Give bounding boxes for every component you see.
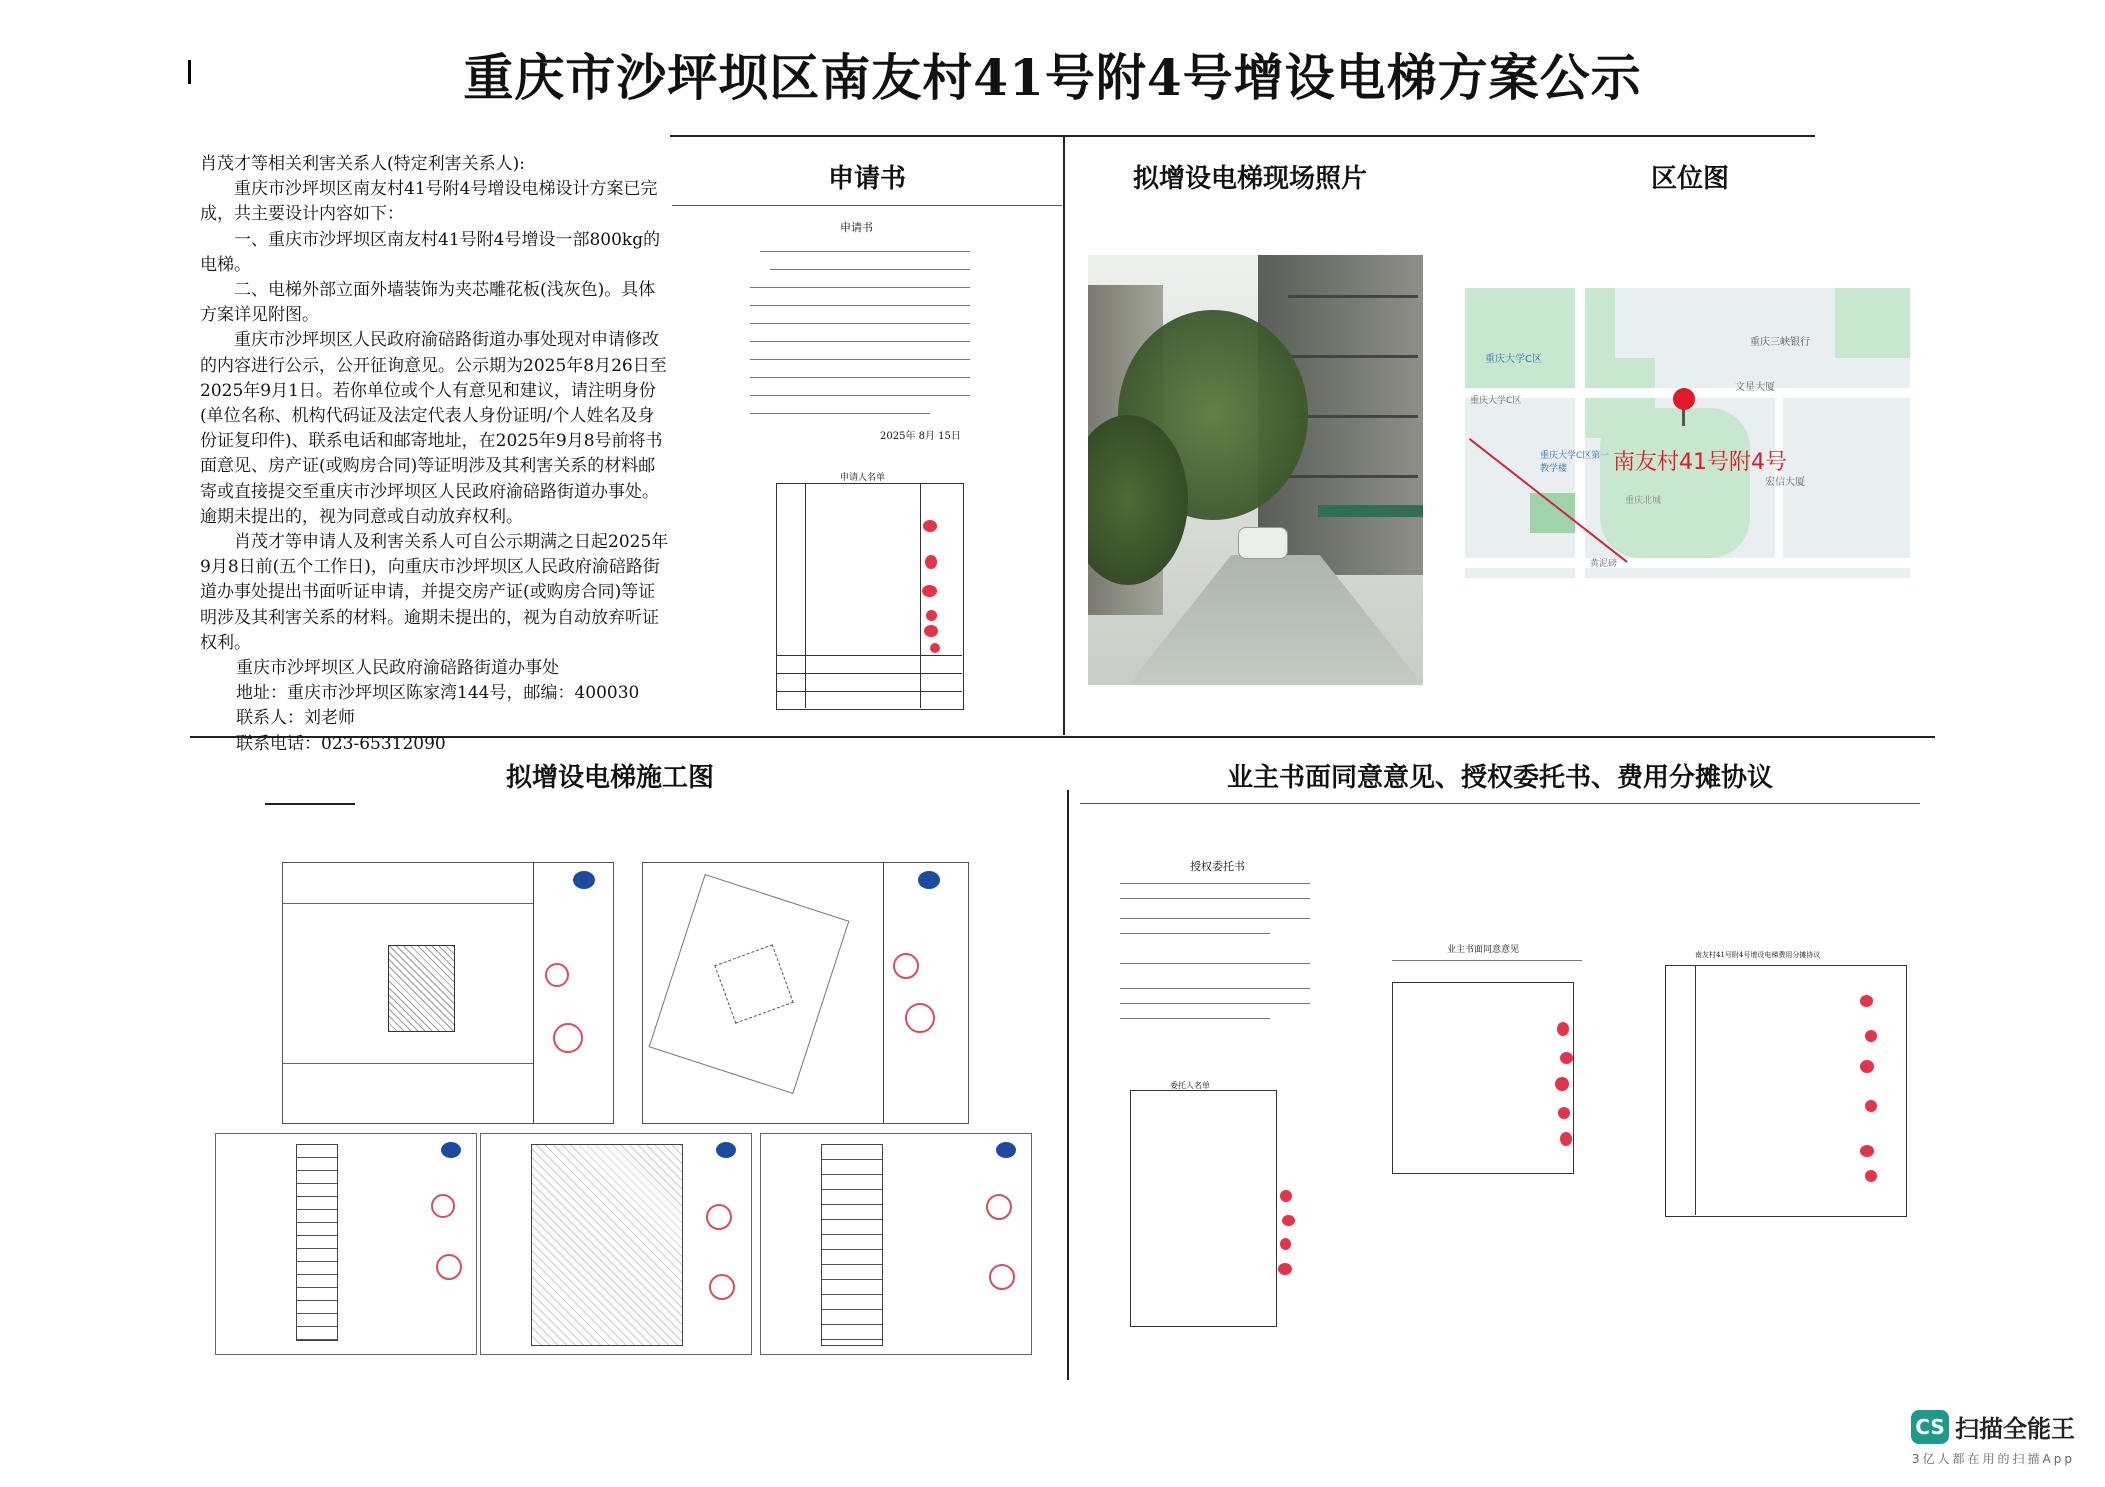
notice-addressee: 肖茂才等相关利害关系人(特定利害关系人): [200, 154, 525, 174]
seal-mark [986, 1194, 1012, 1220]
notice-contact: 联系人：刘老师 [236, 708, 355, 729]
map-label: 黄泥磅 [1590, 559, 1618, 569]
seal-mark [1558, 1107, 1570, 1119]
proxy-table-document [1130, 1080, 1320, 1330]
top-divider [670, 135, 1815, 137]
notice-address: 地址：重庆市沙坪坝区陈家湾144号，邮编：400030 [236, 683, 640, 704]
seal-mark [1282, 1215, 1295, 1226]
column-divider-top [1063, 135, 1065, 735]
seal-mark [1865, 1030, 1877, 1042]
application-document [740, 215, 1000, 715]
map-label: 重庆大学C区第一教学楼 [1540, 451, 1610, 474]
section-application-heading: 申请书 [827, 164, 906, 194]
map-label: 重庆北城 [1625, 496, 1662, 506]
scanner-watermark [1911, 1409, 2075, 1467]
brand-name: 扫描全能王 [1955, 1415, 2075, 1443]
map-label: 重庆大学C区 [1485, 354, 1542, 365]
seal-mark [436, 1254, 462, 1280]
seal-mark [553, 1023, 583, 1053]
map-label: 重庆大学C区 [1470, 396, 1522, 406]
road [1465, 558, 1910, 568]
seal-mark [923, 520, 937, 532]
drawing-sheet-2 [642, 862, 969, 1124]
seal-mark [1280, 1238, 1291, 1250]
application-doc-heading: 申请书 [840, 221, 873, 234]
notice-text [200, 152, 670, 757]
application-table-title: 申请人名单 [840, 473, 886, 483]
seal-mark [1860, 995, 1873, 1007]
notice-phone: 联系电话：023-65312090 [236, 733, 446, 754]
seal-mark [922, 585, 937, 597]
proxy-title: 授权委托书 [1190, 860, 1245, 873]
drawing-logo [441, 1142, 461, 1158]
map-label: 宏信大厦 [1765, 477, 1805, 488]
drawing-sheet-4 [480, 1133, 752, 1355]
drawing-logo [996, 1142, 1016, 1158]
map-pin-label: 南友村41号附4号 [1613, 450, 1787, 475]
seal-mark [1865, 1100, 1877, 1112]
green-area [1530, 493, 1575, 533]
cost-agreement-title: 南友村41号附4号增设电梯费用分摊协议 [1695, 951, 1821, 959]
notice-org: 重庆市沙坪坝区人民政府渝碚路街道办事处 [236, 658, 559, 679]
left-edge-mark [188, 60, 191, 84]
seal-mark [706, 1204, 732, 1230]
consent-title: 业主书面同意意见 [1447, 945, 1520, 955]
column-divider-bottom [1067, 790, 1069, 1380]
section-photo-heading: 拟增设电梯现场照片 [1132, 164, 1367, 194]
section-owners-heading: 业主书面同意意见、授权委托书、费用分摊协议 [1226, 763, 1773, 793]
drawing-logo [918, 871, 940, 889]
map-pin-icon [1673, 388, 1695, 410]
drawing-sheet-1 [282, 862, 614, 1124]
section-construction-heading: 拟增设电梯施工图 [505, 763, 714, 793]
seal-mark [431, 1194, 455, 1218]
section-location-heading: 区位图 [1650, 164, 1729, 194]
seal-mark [1860, 1145, 1874, 1157]
drawing-sheet-5 [760, 1133, 1032, 1355]
notice-paragraph: 重庆市沙坪坝区人民政府渝碚路街道办事处现对申请修改的内容进行公示，公开征询意见。公示期为2025年8月26日至2025年9月1日。若你单位或个人有意见和建议，请注明身份(单位名称、机构代码证及法定代表人身份证明/个人姓名及身份证复印件)、联系电话和邮寄地址，在2025年9月8号前将书面意见、房产证(或购房合同)等证明涉及其利害关系的材料邮寄或直接提交至重庆市沙坪坝区人民政府渝碚路街道办事处。逾期未提出的，视为同意或自动放弃权利。 [200, 330, 667, 527]
seal-mark [545, 963, 569, 987]
seal-mark [1560, 1052, 1573, 1064]
notice-paragraph: 重庆市沙坪坝区南友村41号附4号增设电梯设计方案已完成，共主要设计内容如下： [200, 179, 658, 225]
parked-car [1238, 527, 1288, 559]
bottom-divider-right [1080, 803, 1920, 804]
notice-paragraph: 肖茂才等申请人及利害关系人可自公示期满之日起2025年9月8日前(五个工作日)，向重庆市沙坪坝区人民政府渝碚路街道办事处提出书面听证申请，并提交房产证(或购房合同)等证明涉及其利害关系的材料。逾期未提出的，视为自动放弃听证权利。 [200, 532, 669, 653]
seal-mark [930, 643, 940, 653]
seal-mark [1560, 1132, 1572, 1146]
seal-mark [925, 555, 937, 569]
seal-mark [709, 1274, 735, 1300]
seal-mark [1555, 1077, 1569, 1091]
page-title: 重庆市沙坪坝区南友村41号附4号增设电梯方案公示 [463, 48, 1642, 107]
location-map [1465, 288, 1910, 578]
notice-paragraph: 二、电梯外部立面外墙装饰为夹芯雕花板(浅灰色)。具体方案详见附图。 [200, 280, 656, 326]
seal-mark [989, 1264, 1015, 1290]
cs-logo-icon: CS [1911, 1410, 1949, 1444]
notice-paragraph: 一、重庆市沙坪坝区南友村41号附4号增设一部800kg的电梯。 [200, 229, 661, 275]
map-label: 重庆三峡银行 [1750, 337, 1810, 348]
application-under-rule [672, 205, 1062, 206]
map-label: 文星大厦 [1735, 382, 1775, 393]
seal-mark [1280, 1190, 1292, 1202]
proxy-document [1120, 858, 1320, 1028]
proxy-table-title: 委托人名单 [1170, 1081, 1210, 1090]
drawing-logo [573, 871, 595, 889]
drawing-sheet-3 [215, 1133, 477, 1355]
seal-mark [1860, 1060, 1874, 1073]
seal-mark [893, 953, 919, 979]
bottom-divider-left [265, 803, 355, 805]
green-fence [1318, 505, 1423, 517]
seal-mark [1278, 1263, 1292, 1275]
green-area [1835, 288, 1910, 358]
application-date: 2025年 8月 15日 [880, 431, 961, 442]
seal-mark [905, 1003, 935, 1033]
seal-mark [924, 625, 938, 637]
seal-mark [926, 610, 937, 621]
consent-document [1392, 942, 1592, 1232]
brand-tagline: 3亿人都在用的扫描App [1911, 1452, 2075, 1466]
site-photo [1088, 255, 1423, 685]
drawing-logo [716, 1142, 736, 1158]
seal-mark [1557, 1022, 1569, 1036]
cost-agreement-document [1665, 950, 1905, 1215]
seal-mark [1865, 1170, 1877, 1182]
green-area [1600, 408, 1750, 558]
road [1575, 288, 1585, 578]
